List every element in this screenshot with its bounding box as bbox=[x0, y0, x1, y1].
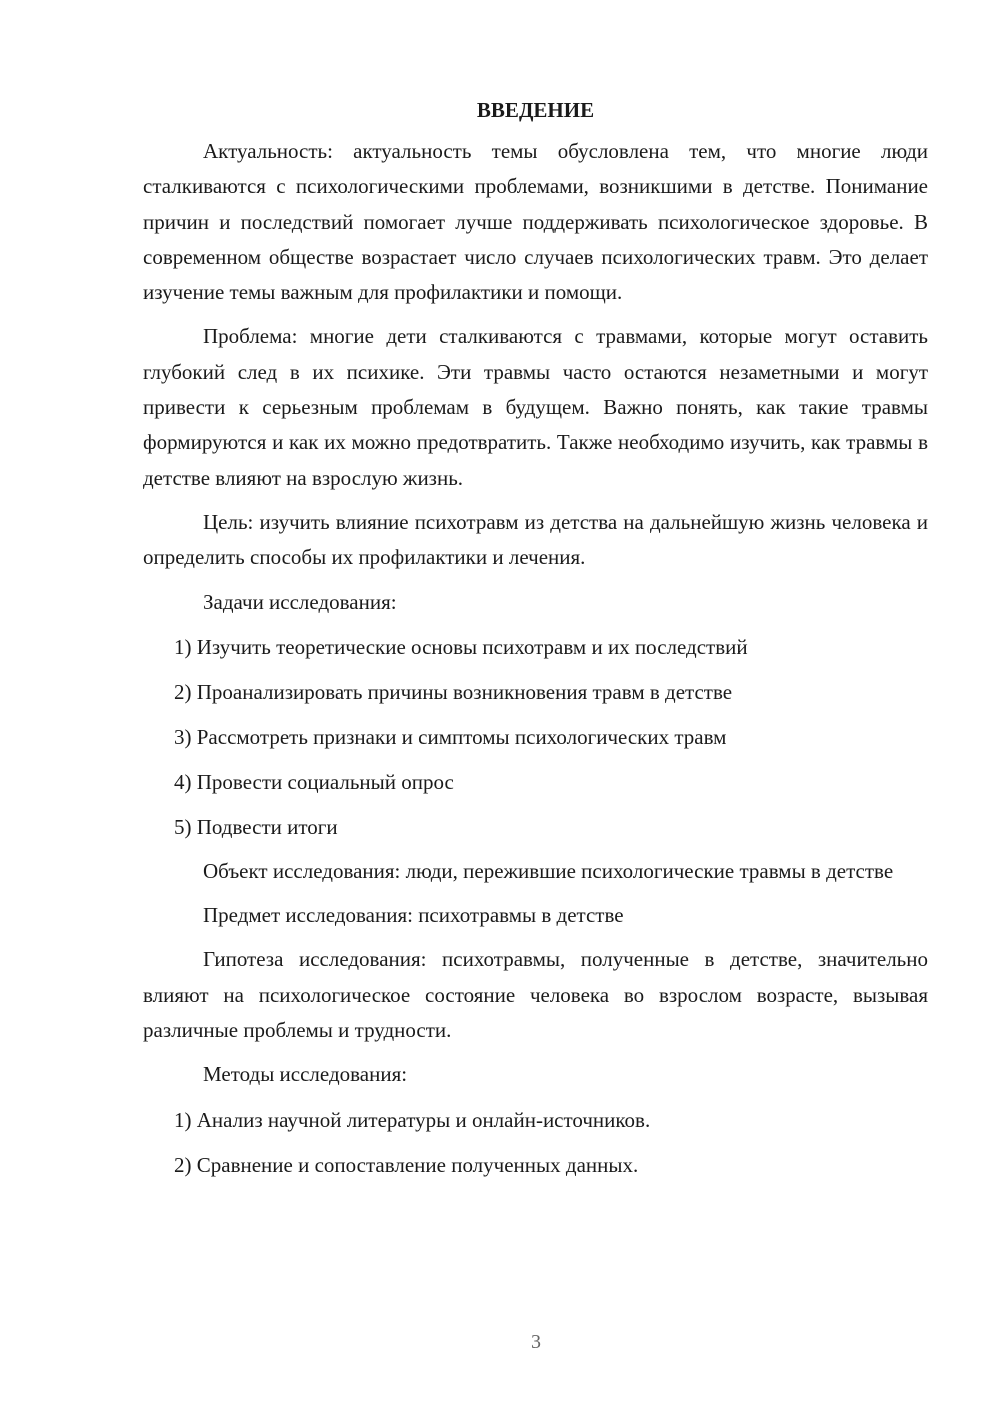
tasks-label: Задачи исследования: bbox=[203, 589, 397, 614]
problem-paragraph: Проблема: многие дети сталкиваются с травмами, которые могут оставить глубокий след в их психике. Эти травмы часто остаются незаметными и могут привести к серьезным проблемам в будущем. Важно понять, как такие травмы формируются и как их можно предотвратить. Также необходимо изучить, как травмы в детстве влияют на взрослую жизнь. bbox=[143, 324, 928, 490]
list-item: 1) Изучить теоретические основы психотравм и их последствий bbox=[174, 634, 748, 659]
list-item: 3) Рассмотреть признаки и симптомы психологических травм bbox=[174, 724, 727, 749]
subject-paragraph: Предмет исследования: психотравмы в детстве bbox=[203, 903, 624, 928]
section-heading: ВВЕДЕНИЕ bbox=[476, 98, 595, 122]
goal-paragraph: Цель: изучить влияние психотравм из детства на дальнейшую жизнь человека и определить способы их профилактики и лечения. bbox=[143, 509, 928, 570]
list-item: 2) Проанализировать причины возникновения травм в детстве bbox=[174, 679, 733, 704]
object-paragraph: Объект исследования: люди, пережившие психологические травмы в детстве bbox=[203, 858, 894, 883]
hypothesis-paragraph: Гипотеза исследования: психотравмы, полученные в детстве, значительно влияют на психологическое состояние человека во взрослом возрасте, вызывая различные проблемы и трудности. bbox=[143, 947, 928, 1043]
list-item: 2) Сравнение и сопоставление полученных данных. bbox=[174, 1152, 639, 1177]
methods-label: Методы исследования: bbox=[203, 1062, 408, 1087]
relevance-paragraph: Актуальность: актуальность темы обусловлена тем, что многие люди сталкиваются с психологическими проблемами, возникшими в детстве. Понимание причин и последствий помогает лучше поддерживать психологическое здоровье. В современном обществе возрастает число случаев психологических травм. Это делает изучение темы важным для профилактики и помощи. bbox=[143, 139, 928, 305]
list-item: 4) Провести социальный опрос bbox=[174, 769, 454, 794]
page-number: 3 bbox=[531, 1331, 541, 1353]
methods-list bbox=[143, 1103, 928, 1183]
list-item: 1) Анализ научной литературы и онлайн-источников. bbox=[174, 1107, 651, 1132]
list-item: 5) Подвести итоги bbox=[174, 814, 338, 839]
document-page bbox=[143, 92, 928, 1183]
tasks-list bbox=[143, 630, 928, 845]
